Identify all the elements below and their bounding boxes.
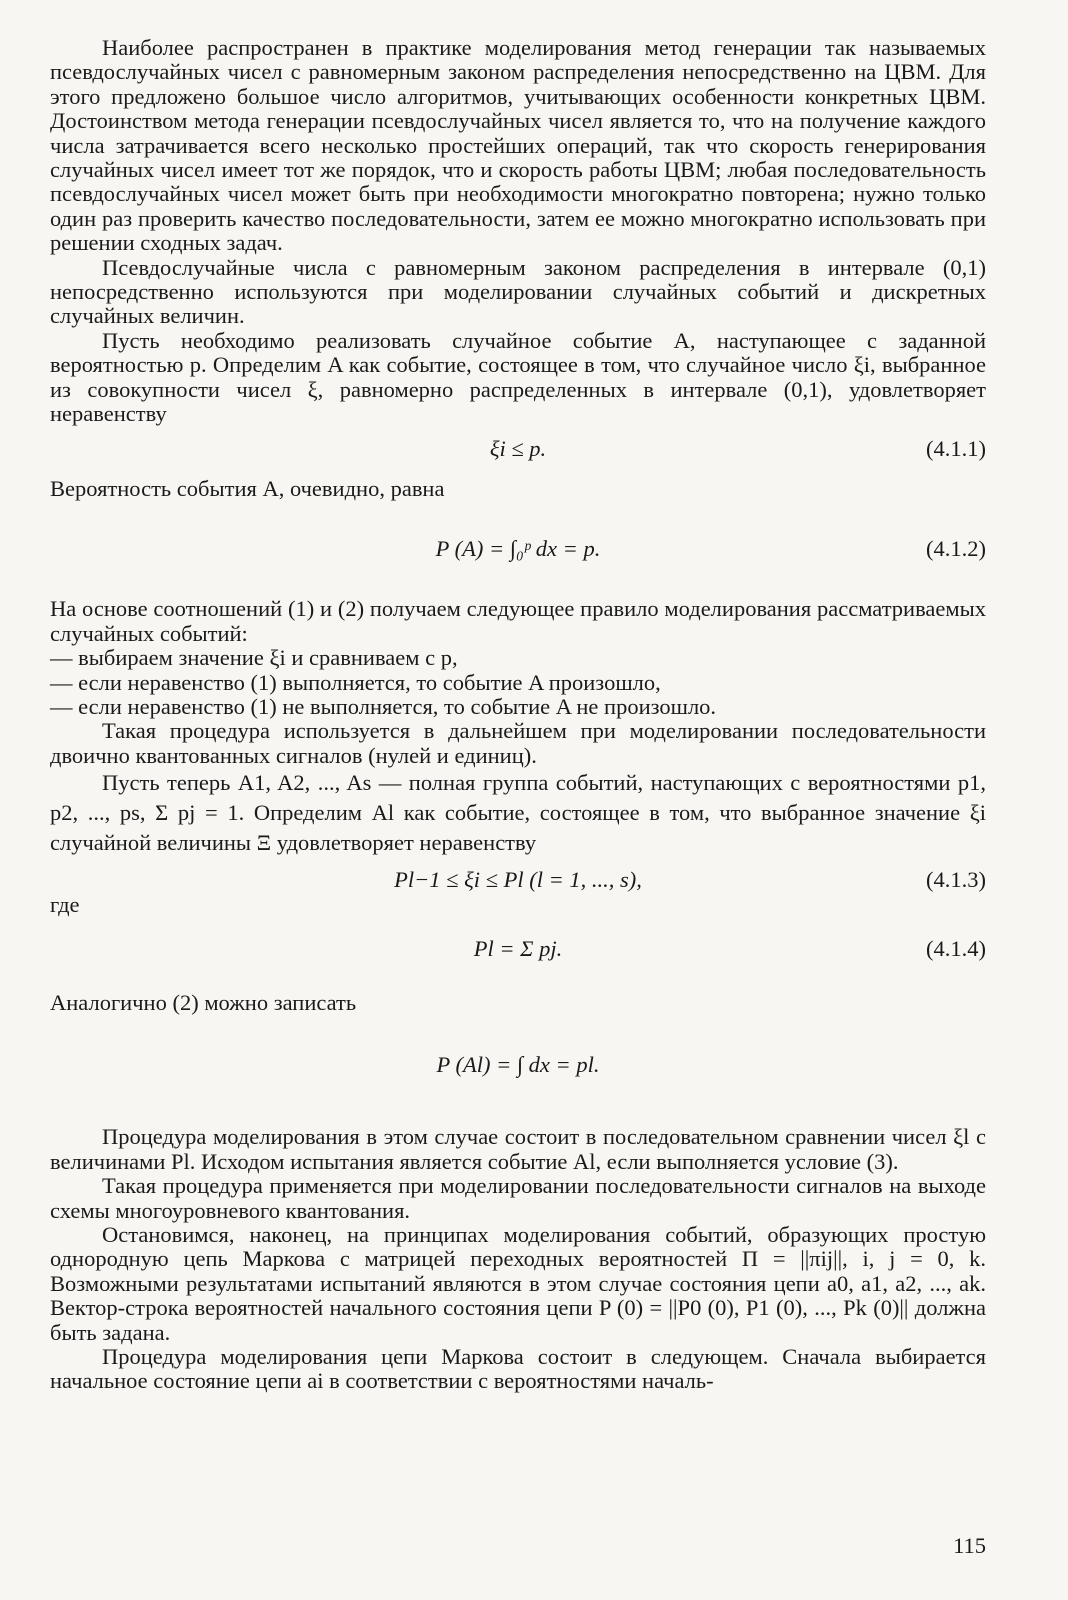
rule-item-1: — выбираем значение ξi и сравниваем с p, [50, 645, 458, 671]
paragraph-5: На основе соотношений (1) и (2) получаем следующее правило моделирования рассматриваемых случайных событий: [50, 596, 986, 646]
rule-item-3: — если неравенство (1) не выполняется, то событие A не произошло. [50, 693, 717, 719]
equation-4-1-3 [50, 868, 986, 892]
paragraph-8: Аналогично (2) можно записать [50, 989, 357, 1015]
where-label: где [50, 891, 80, 917]
paragraph-12: Процедура моделирования цепи Маркова состоит в следующем. Сначала выбирается начальное состояние цепи ai в соответствии с вероятностями началь- [50, 1344, 986, 1394]
paragraph-6: Такая процедура используется в дальнейшем при моделировании последовательности двоично квантованных сигналов (нулей и единиц). [50, 718, 986, 768]
rule-item-2: — если неравенство (1) выполняется, то событие A произошло, [50, 669, 661, 695]
paragraph-7: Пусть теперь A1, A2, ..., As — полная группа событий, наступающих с вероятностями p1, p2, ..., ps, Σ pj = 1. Определим Al как событие, состоящее в том, что выбранное значение ξi случайной величины Ξ удовлетворяет неравенству [50, 770, 986, 856]
equation-5 [50, 1015, 986, 1115]
page-number: 115 [953, 1532, 986, 1558]
paragraph-3: Пусть необходимо реализовать случайное событие A, наступающее с заданной вероятностью p. Определим A как событие, состоящее в том, что случайное число ξi, выбранное из совокупности чисел ξ, равномерно распределенных в интервале (0,1), удовлетворяет неравенству [50, 327, 986, 427]
equation-5-body: P (Al) = ∫ dx = pl. [436, 1052, 600, 1078]
paragraph-11: Остановимся, наконец, на принципах моделирования событий, образующих простую однородную цепь Маркова с матрицей переходных вероятностей Π = ||πij||, i, j = 0, k. Возможными результатами испытаний являются в этом случае состояния цепи a0, a1, a2, ..., ak. Вектор-строка вероятностей начального состояния цепи P (0) = ||P0 (0), P1 (0), ..., Pk (0)|| должна быть задана. [50, 1222, 986, 1345]
equation-4-1-2-body: P (A) = ∫₀ᵖ dx = p. [435, 536, 601, 562]
equation-4-1-3-body: Pl−1 ≤ ξi ≤ Pl (l = 1, ..., s), [394, 867, 642, 893]
paragraph-4: Вероятность события A, очевидно, равна [50, 475, 445, 501]
paragraph-10: Такая процедура применяется при моделировании последовательности сигналов на выходе схемы многоуровневого квантования. [50, 1173, 986, 1223]
paragraph-2: Псевдослучайные числа с равномерным законом распределения в интервале (0,1) непосредственно используются при моделировании случайных событий и дискретных случайных величин. [50, 254, 986, 329]
equation-4-1-4-body: Pl = Σ pj. [473, 935, 563, 961]
equation-4-1-1 [50, 437, 986, 461]
equation-4-1-1-number: (4.1.1) [926, 435, 986, 461]
equation-4-1-2 [50, 517, 986, 581]
paragraph-1: Наиболее распространен в практике моделирования метод генерации так называемых псевдослучайных чисел с равномерным законом распределения непосредственно на ЦВМ. Для этого предложено большое число алгоритмов, учитывающих особенности конкретных ЦВМ. Достоинством метода генерации псевдослучайных чисел является то, что на получение каждого числа затрачивается всего несколько простейших операций, так что скорость генерирования случайных чисел имеет тот же порядок, что и скорость работы ЦВМ; любая последовательность псевдослучайных чисел может быть при необходимости многократно повторена; нужно только один раз проверить качество последовательности, затем ее можно многократно использовать при решении сходных задач. [50, 35, 986, 256]
equation-4-1-2-number: (4.1.2) [926, 536, 986, 562]
equation-4-1-3-number: (4.1.3) [926, 867, 986, 893]
equation-4-1-4-number: (4.1.4) [926, 935, 986, 961]
paragraph-9: Процедура моделирования в этом случае состоит в последовательном сравнении чисел ξl с величинами Pl. Исходом испытания является событие Al, если выполняется условие (3). [50, 1124, 986, 1174]
equation-4-1-4 [50, 917, 986, 981]
equation-4-1-1-body: ξi ≤ p. [489, 435, 547, 461]
